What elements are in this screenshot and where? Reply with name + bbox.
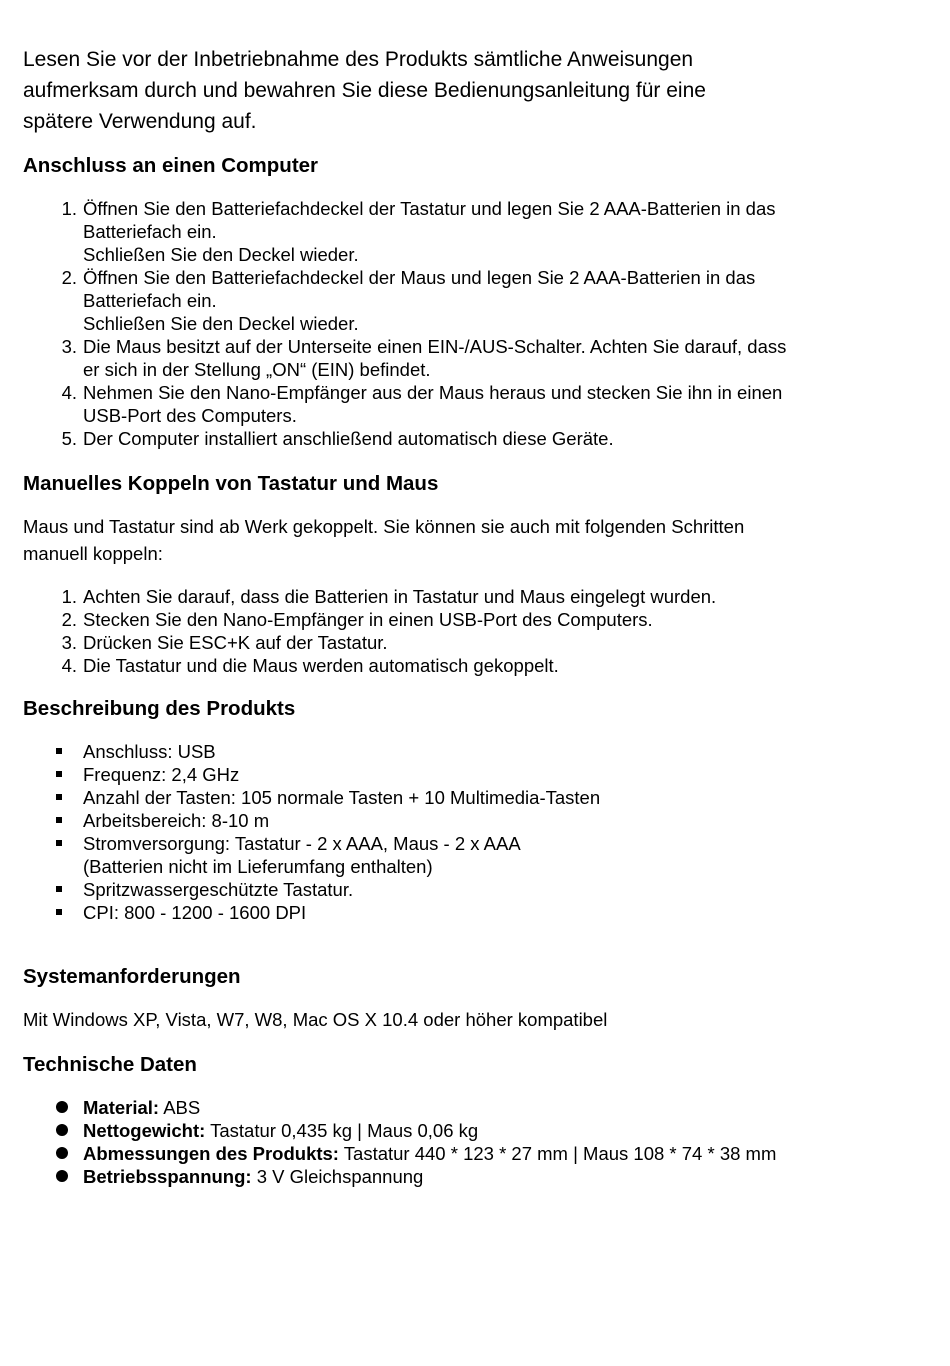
list-item <box>23 381 926 427</box>
item-line: (Batterien nicht im Lieferumfang enthalten) <box>83 856 433 877</box>
step-number: 1. <box>61 198 77 219</box>
list-item <box>23 266 926 335</box>
spec-value: Tastatur 0,435 kg | Maus 0,06 kg <box>205 1120 479 1141</box>
item-line: Spritzwassergeschützte Tastatur. <box>83 879 354 900</box>
heading-description: Beschreibung des Produkts <box>23 697 296 720</box>
connect-steps-list <box>23 197 926 450</box>
specs-list <box>23 1096 926 1188</box>
spec-label: Material: <box>83 1097 160 1118</box>
list-item <box>23 427 926 450</box>
paragraph-line: manuell koppeln: <box>23 543 163 564</box>
step-line: Stecken Sie den Nano-Empfänger in einen USB-Port des Computers. <box>83 609 653 630</box>
list-item <box>23 608 926 631</box>
spec-value: Tastatur 440 * 123 * 27 mm | Maus 108 * 74 * 38 mm <box>338 1143 777 1164</box>
requirements-text: Mit Windows XP, Vista, W7, W8, Mac OS X 10.4 oder höher kompatibel <box>23 1009 608 1030</box>
list-item <box>23 631 926 654</box>
item-line: Arbeitsbereich: 8-10 m <box>83 810 270 831</box>
item-line: Stromversorgung: Tastatur - 2 x AAA, Maus - 2 x AAA <box>83 833 521 854</box>
intro-paragraph <box>23 44 926 137</box>
list-item <box>23 1119 926 1142</box>
step-line: er sich in der Stellung „ON“ (EIN) befindet. <box>83 359 431 380</box>
square-bullet-icon <box>56 886 62 892</box>
square-bullet-icon <box>56 771 62 777</box>
step-number: 4. <box>61 655 77 676</box>
round-bullet-icon <box>56 1147 68 1159</box>
step-number: 2. <box>61 267 77 288</box>
step-line: Schließen Sie den Deckel wieder. <box>83 244 359 265</box>
spec-label: Betriebsspannung: <box>83 1166 252 1187</box>
step-line: USB-Port des Computers. <box>83 405 297 426</box>
list-item <box>23 654 926 677</box>
step-number: 3. <box>61 336 77 357</box>
list-item <box>23 809 926 832</box>
square-bullet-icon <box>56 840 62 846</box>
intro-line: spätere Verwendung auf. <box>23 110 257 133</box>
spec-label: Nettogewicht: <box>83 1120 206 1141</box>
step-line: Nehmen Sie den Nano-Empfänger aus der Maus heraus und stecken Sie ihn in einen <box>83 382 783 403</box>
spec-value: 3 V Gleichspannung <box>251 1166 424 1187</box>
heading-connect: Anschluss an einen Computer <box>23 154 319 177</box>
list-item <box>23 786 926 809</box>
list-item <box>23 335 926 381</box>
pairing-paragraph <box>23 513 926 567</box>
list-item <box>23 1142 926 1165</box>
item-line: Frequenz: 2,4 GHz <box>83 764 240 785</box>
intro-line: aufmerksam durch und bewahren Sie diese Bedienungsanleitung für eine <box>23 79 706 102</box>
step-line: Öffnen Sie den Batteriefachdeckel der Tastatur und legen Sie 2 AAA-Batterien in das <box>83 198 776 219</box>
list-item <box>23 740 926 763</box>
step-line: Der Computer installiert anschließend automatisch diese Geräte. <box>83 428 614 449</box>
step-number: 4. <box>61 382 77 403</box>
list-item <box>23 901 926 924</box>
item-line: CPI: 800 - 1200 - 1600 DPI <box>83 902 307 923</box>
round-bullet-icon <box>56 1170 68 1182</box>
spec-label: Abmessungen des Produkts: <box>83 1143 339 1164</box>
list-item <box>23 878 926 901</box>
step-line: Batteriefach ein. <box>83 221 217 242</box>
round-bullet-icon <box>56 1124 68 1136</box>
paragraph-line: Maus und Tastatur sind ab Werk gekoppelt. Sie können sie auch mit folgenden Schritten <box>23 516 745 537</box>
step-line: Achten Sie darauf, dass die Batterien in Tastatur und Maus eingelegt wurden. <box>83 586 717 607</box>
heading-pairing: Manuelles Koppeln von Tastatur und Maus <box>23 472 439 495</box>
step-number: 2. <box>61 609 77 630</box>
item-line: Anzahl der Tasten: 105 normale Tasten + 10 Multimedia-Tasten <box>83 787 601 808</box>
step-line: Drücken Sie ESC+K auf der Tastatur. <box>83 632 388 653</box>
square-bullet-icon <box>56 817 62 823</box>
square-bullet-icon <box>56 794 62 800</box>
pairing-steps-list <box>23 585 926 677</box>
intro-line: Lesen Sie vor der Inbetriebnahme des Produkts sämtliche Anweisungen <box>23 48 694 71</box>
round-bullet-icon <box>56 1101 68 1113</box>
step-number: 3. <box>61 632 77 653</box>
square-bullet-icon <box>56 748 62 754</box>
spec-value: ABS <box>159 1097 201 1118</box>
step-number: 5. <box>61 428 77 449</box>
list-item <box>23 763 926 786</box>
step-number: 1. <box>61 586 77 607</box>
step-line: Öffnen Sie den Batteriefachdeckel der Maus und legen Sie 2 AAA-Batterien in das <box>83 267 756 288</box>
list-item <box>23 832 926 878</box>
step-line: Die Maus besitzt auf der Unterseite einen EIN-/AUS-Schalter. Achten Sie darauf, dass <box>83 336 787 357</box>
heading-specs: Technische Daten <box>23 1053 197 1076</box>
list-item <box>23 585 926 608</box>
square-bullet-icon <box>56 909 62 915</box>
heading-requirements: Systemanforderungen <box>23 965 241 988</box>
item-line: Anschluss: USB <box>83 741 216 762</box>
list-item <box>23 1165 926 1188</box>
step-line: Batteriefach ein. <box>83 290 217 311</box>
step-line: Schließen Sie den Deckel wieder. <box>83 313 359 334</box>
step-line: Die Tastatur und die Maus werden automatisch gekoppelt. <box>83 655 559 676</box>
list-item <box>23 1096 926 1119</box>
list-item <box>23 197 926 266</box>
description-list <box>23 740 926 924</box>
